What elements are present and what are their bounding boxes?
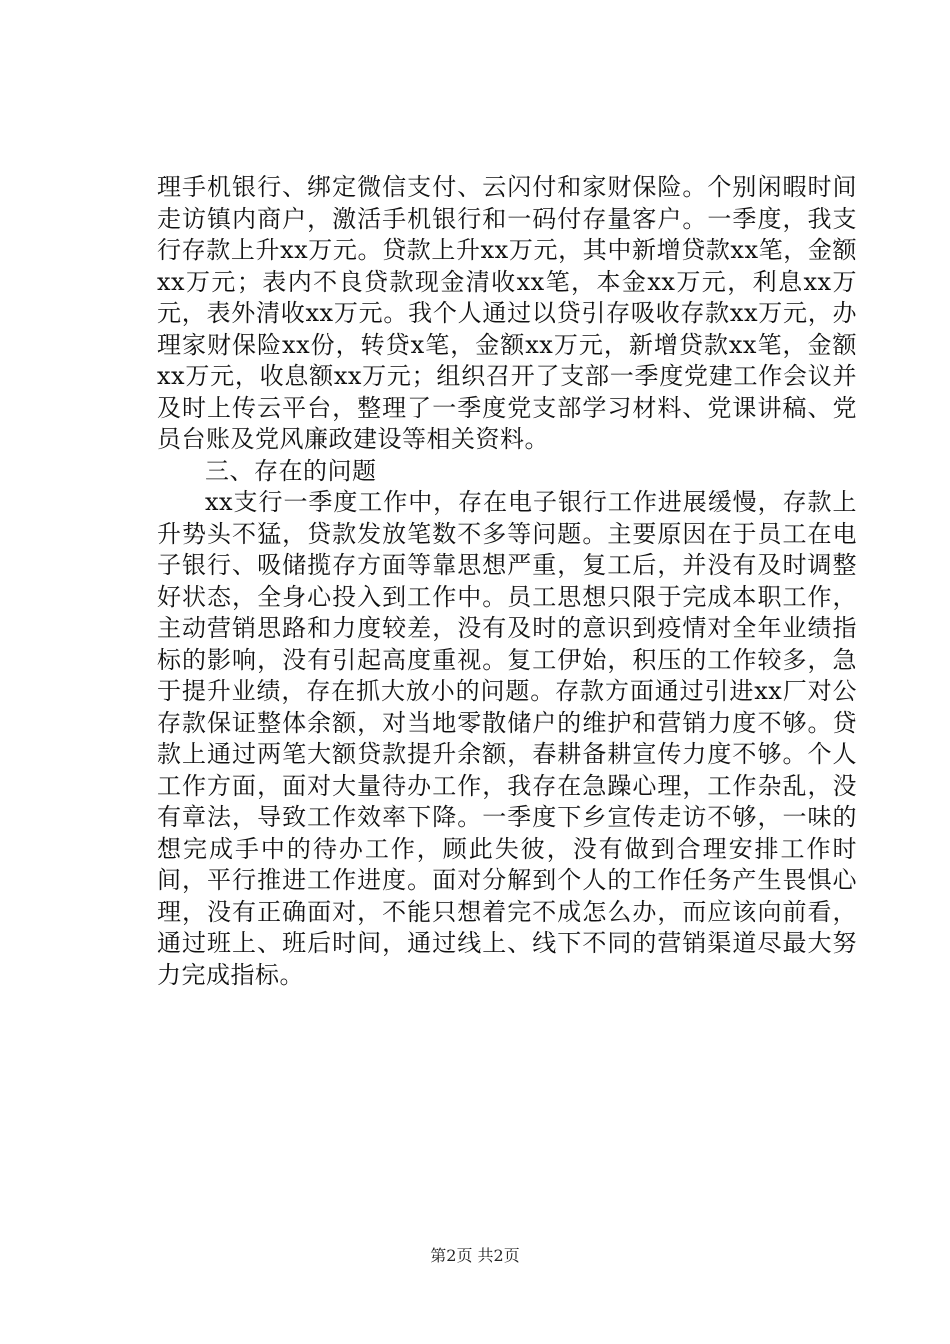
section-heading: 三、存在的问题: [205, 456, 377, 485]
paragraph-problems: xx支行一季度工作中，存在电子银行工作进展缓慢，存款上升势头不猛，贷款发放笔数不多等问题。主要原因在于员工在电子银行、吸储揽存方面等靠思想严重，复工后，并没有及时调整好状态，全身心投入到工作中。员工思想只限于完成本职工作，主动营销思路和力度较差，没有及时的意识到疫情对全年业绩指标的影响，没有引起高度重视。复工伊始，积压的工作较多，急于提升业绩，存在抓大放小的问题。存款方面通过引进xx厂对公存款保证整体余额，对当地零散储户的维护和营销力度不够。贷款上通过两笔大额贷款提升余额，春耕备耕宣传力度不够。个人工作方面，面对大量待办工作，我存在急躁心理，工作杂乱，没有章法，导致工作效率下降。一季度下乡宣传走访不够，一味的想完成手中的待办工作，顾此失彼，没有做到合理安排工作时间，平行推进工作进度。面对分解到个人的工作任务产生畏惧心理，没有正确面对，不能只想着完不成怎么办，而应该向前看，通过班上、班后时间，通过线上、线下不同的营销渠道尽最大努力完成指标。: [157, 488, 857, 989]
page-footer: 第2页 共2页: [430, 1246, 520, 1265]
document-body: [157, 172, 857, 991]
paragraph-continuation: 理手机银行、绑定微信支付、云闪付和家财保险。个别闲暇时间走访镇内商户，激活手机银行和一码付存量客户。一季度，我支行存款上升xx万元。贷款上升xx万元，其中新增贷款xx笔，金额xx万元；表内不良贷款现金清收xx笔，本金xx万元，利息xx万元，表外清收xx万元。我个人通过以贷引存吸收存款xx万元，办理家财保险xx份，转贷x笔，金额xx万元，新增贷款xx笔，金额xx万元，收息额xx万元；组织召开了支部一季度党建工作会议并及时上传云平台，整理了一季度党支部学习材料、党课讲稿、党员台账及党风廉政建设等相关资料。: [157, 173, 857, 453]
